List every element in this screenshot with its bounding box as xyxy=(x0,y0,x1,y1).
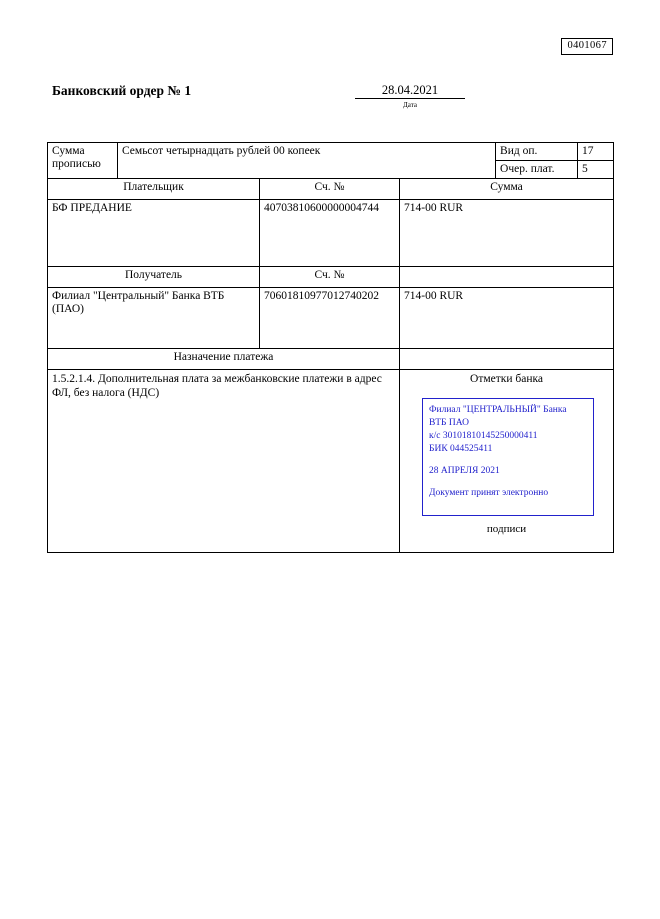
column-header-account: Сч. № xyxy=(260,179,400,200)
stamp-line-3: к/с 30101810145250000411 xyxy=(429,431,538,441)
purpose-title-spacer xyxy=(400,349,614,370)
purpose-header-row xyxy=(48,349,614,370)
document-date-value: 28.04.2021 xyxy=(355,83,465,99)
payee-name: Филиал "Центральный" Банка ВТБ (ПАО) xyxy=(48,288,260,349)
op-type-label: Вид оп. xyxy=(496,143,578,161)
sum-in-words-value: Семьсот четырнадцать рублей 00 копеек xyxy=(118,143,496,179)
op-type-value: 17 xyxy=(578,143,614,161)
bank-marks-caption: Отметки банка xyxy=(470,373,543,385)
order-table xyxy=(47,142,614,553)
form-code-box: 0401067 xyxy=(561,38,613,55)
stamp-accepted-note: Документ принят электронно xyxy=(429,488,549,498)
stamp-gap-1 xyxy=(429,456,587,465)
stamp-line-1: Филиал "ЦЕНТРАЛЬНЫЙ" Банка xyxy=(429,405,567,415)
column-header-payer: Плательщик xyxy=(48,179,260,200)
sum-row xyxy=(48,143,614,161)
column-header-account-2: Сч. № xyxy=(260,267,400,288)
payee-account: 70601810977012740202 xyxy=(260,288,400,349)
priority-label: Очер. плат. xyxy=(496,161,578,179)
signatures-caption: подписи xyxy=(486,523,527,535)
payee-header-row xyxy=(48,267,614,288)
payer-amount: 714-00 RUR xyxy=(400,200,614,267)
purpose-text-cell xyxy=(48,370,400,553)
stamp-line-4: БИК 044525411 xyxy=(429,444,493,454)
bank-stamp xyxy=(422,398,594,516)
stamp-gap-2 xyxy=(429,478,587,487)
payer-header-row xyxy=(48,179,614,200)
sum-in-words-label: Сумма прописью xyxy=(48,143,118,179)
payer-row xyxy=(48,200,614,267)
document-date xyxy=(355,83,465,109)
payer-account: 40703810600000004744 xyxy=(260,200,400,267)
document-date-caption: Дата xyxy=(403,101,417,109)
purpose-row xyxy=(48,370,614,553)
purpose-text: 1.5.2.1.4. Дополнительная плата за межбанковские платежи в адрес ФЛ, без налога (НДС) xyxy=(52,373,382,399)
payee-row xyxy=(48,288,614,349)
payee-amount: 714-00 RUR xyxy=(400,288,614,349)
stamp-line-2: ВТБ ПАО xyxy=(429,418,469,428)
payer-name: БФ ПРЕДАНИЕ xyxy=(48,200,260,267)
column-header-payee: Получатель xyxy=(48,267,260,288)
stamp-date: 28 АПРЕЛЯ 2021 xyxy=(429,466,500,476)
bank-marks-cell xyxy=(400,370,614,553)
column-header-amount: Сумма xyxy=(400,179,614,200)
payee-amount-spacer xyxy=(400,267,614,288)
page-title: Банковский ордер № 1 xyxy=(52,83,192,98)
purpose-title: Назначение платежа xyxy=(48,349,400,370)
priority-value: 5 xyxy=(578,161,614,179)
